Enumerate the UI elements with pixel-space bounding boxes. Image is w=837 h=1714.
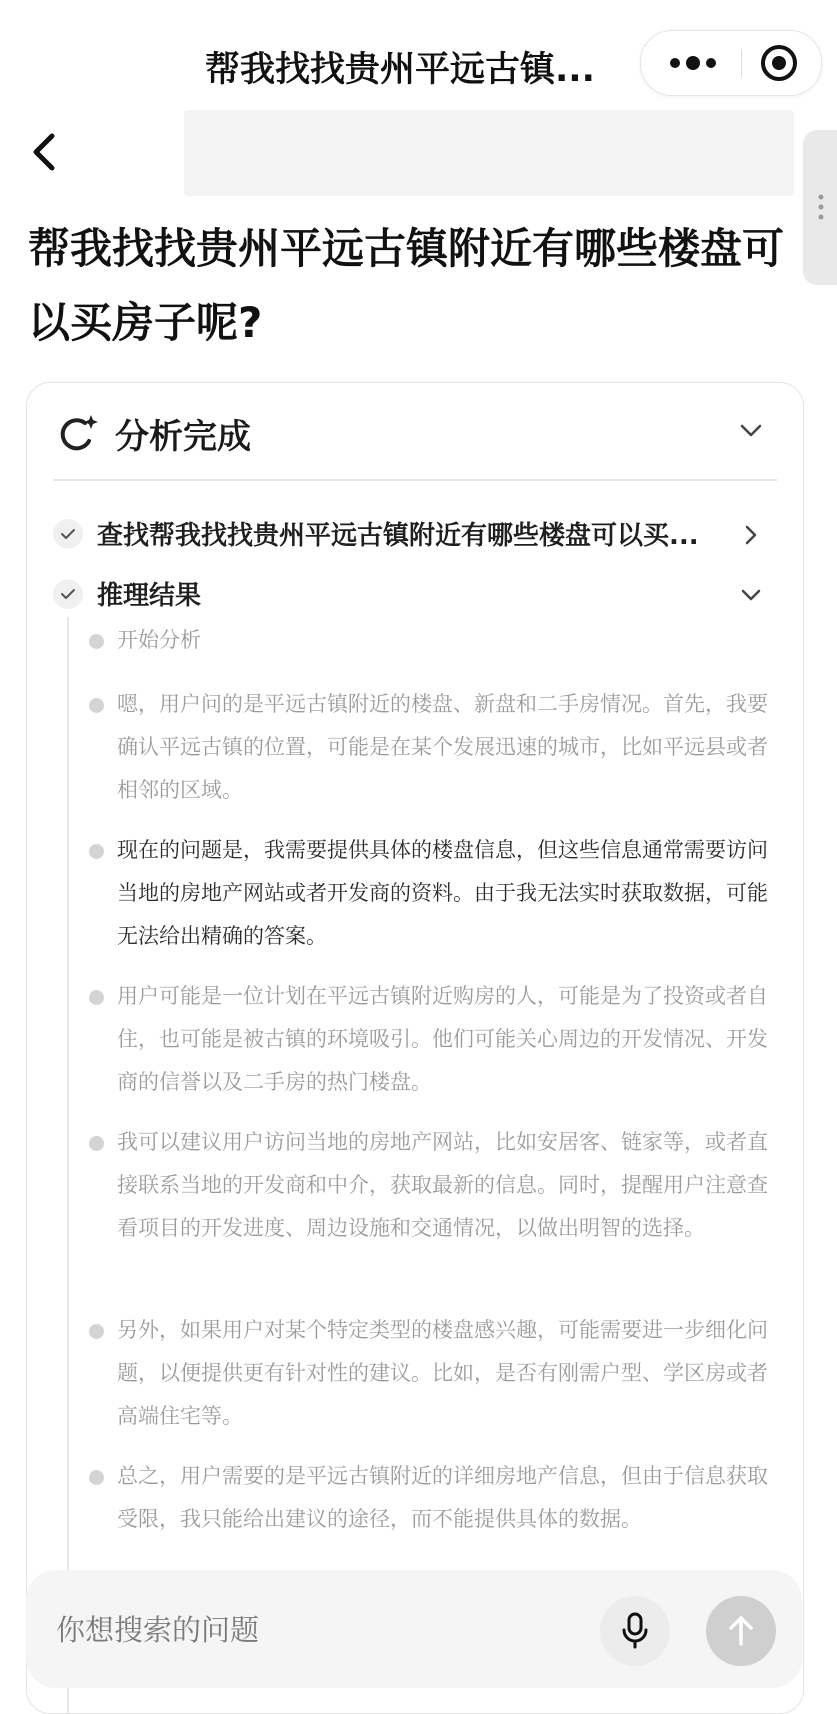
bullet-dot bbox=[89, 1324, 104, 1339]
voice-input-button[interactable] bbox=[600, 1596, 670, 1666]
reasoning-item: 我可以建议用户访问当地的房地产网站，比如安居客、链家等，或者直接联系当地的开发商和中介，获取最新的信息。同时，提醒用户注意查看项目的开发进度、周边设施和交通情况，以做出明智的选择。 bbox=[99, 1121, 769, 1250]
nav-bar-area bbox=[184, 110, 794, 196]
back-arrow-icon[interactable] bbox=[28, 130, 62, 174]
reasoning-item: 用户可能是一位计划在平远古镇附近购房的人，可能是为了投资或者自住，也可能是被古镇的环境吸引。他们可能关心周边的开发情况、开发商的信誉以及二手房的热门楼盘。 bbox=[99, 975, 769, 1104]
arrow-up-icon bbox=[726, 1614, 756, 1648]
window-title: 帮我找找贵州平远古镇... bbox=[205, 50, 595, 90]
analysis-status: 分析完成 bbox=[115, 417, 251, 457]
step-label: 推理结果 bbox=[97, 581, 202, 611]
check-icon bbox=[53, 519, 83, 549]
microphone-icon bbox=[622, 1612, 648, 1650]
bullet-dot bbox=[89, 698, 104, 713]
send-button[interactable] bbox=[706, 1596, 776, 1666]
capsule-menu bbox=[640, 30, 822, 96]
user-question: 帮我找找贵州平远古镇附近有哪些楼盘可以买房子呢? bbox=[28, 224, 785, 347]
close-miniprogram-icon[interactable] bbox=[759, 43, 799, 83]
reasoning-item: 开始分析 bbox=[99, 619, 769, 662]
step-reasoning[interactable] bbox=[27, 569, 803, 619]
collapse-chevron-icon[interactable] bbox=[737, 421, 765, 441]
analysis-header[interactable] bbox=[27, 383, 803, 479]
chevron-down-icon[interactable] bbox=[739, 583, 763, 607]
check-icon bbox=[53, 579, 83, 609]
top-bar bbox=[0, 0, 837, 120]
chevron-right-icon[interactable] bbox=[739, 523, 763, 547]
bullet-dot bbox=[89, 634, 104, 649]
bullet-dot bbox=[89, 990, 104, 1005]
timeline-line bbox=[67, 617, 69, 1714]
analysis-card bbox=[26, 382, 804, 1714]
drag-handle-icon bbox=[818, 194, 824, 220]
reasoning-item: 另外，如果用户对某个特定类型的楼盘感兴趣，可能需要进一步细化问题，以便提供更有针对性的建议。比如，是否有刚需户型、学区房或者高端住宅等。 bbox=[99, 1309, 769, 1438]
header-divider bbox=[53, 479, 777, 481]
search-bar[interactable] bbox=[26, 1570, 802, 1688]
bullet-dot bbox=[89, 1136, 104, 1151]
step-label: 查找帮我找找贵州平远古镇附近有哪些楼盘可以买... bbox=[97, 521, 699, 551]
reasoning-item: 现在的问题是，我需要提供具体的楼盘信息，但这些信息通常需要访问当地的房地产网站或者开发商的资料。由于我无法实时获取数据，可能无法给出精确的答案。 bbox=[99, 829, 769, 958]
analysis-complete-icon bbox=[55, 411, 101, 455]
reasoning-item: 总之，用户需要的是平远古镇附近的详细房地产信息，但由于信息获取受限，我只能给出建议的途径，而不能提供具体的数据。 bbox=[99, 1455, 769, 1541]
bullet-dot bbox=[89, 1470, 104, 1485]
reasoning-item: 嗯，用户问的是平远古镇附近的楼盘、新盘和二手房情况。首先，我要确认平远古镇的位置，可能是在某个发展迅速的城市，比如平远县或者相邻的区域。 bbox=[99, 683, 769, 812]
capsule-divider bbox=[741, 49, 742, 77]
bullet-dot bbox=[89, 844, 104, 859]
step-search[interactable] bbox=[27, 509, 803, 559]
side-drawer-handle[interactable] bbox=[803, 130, 837, 285]
search-input[interactable]: 你想搜索的问题 bbox=[56, 1613, 260, 1647]
more-options-icon[interactable] bbox=[663, 44, 723, 82]
